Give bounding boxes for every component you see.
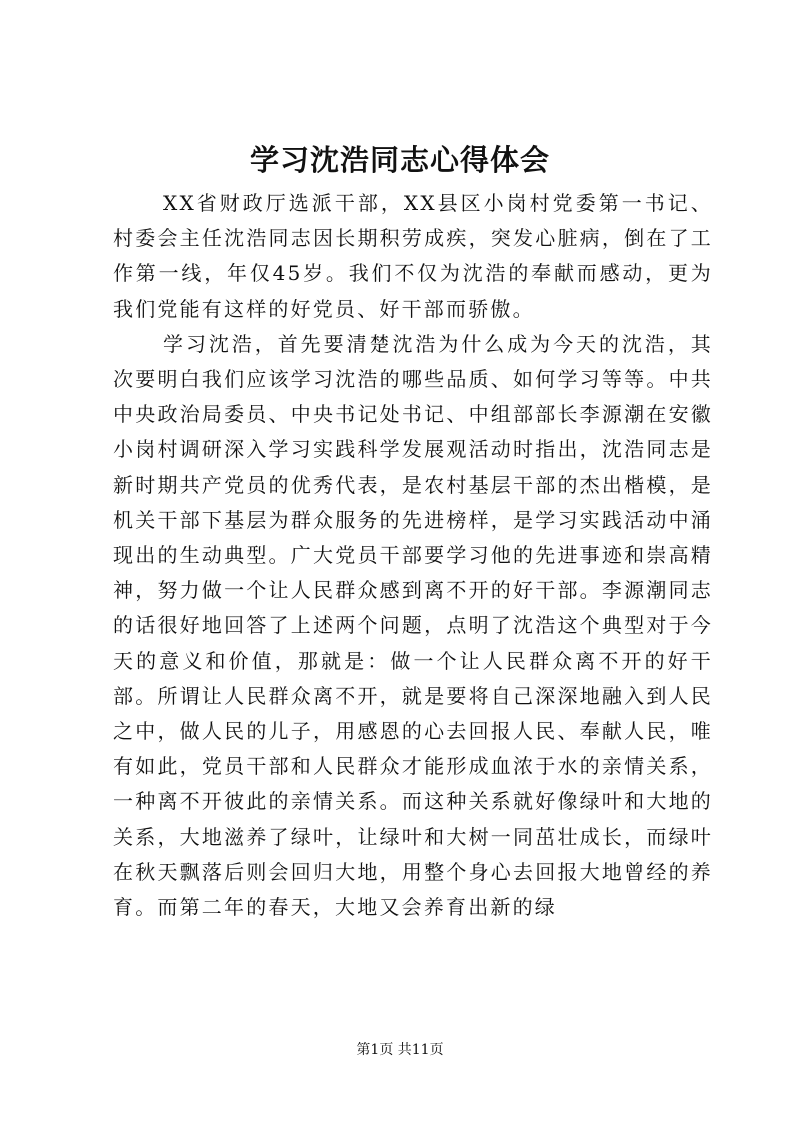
page-number-footer: 第1页 共11页: [356, 1042, 444, 1058]
paragraph-2: 学习沈浩，首先要清楚沈浩为什么成为今天的沈浩，其次要明白我们应该学习沈浩的哪些品质、如何学习等等。中共中央政治局委员、中央书记处书记、中组部部长李源潮在安徽小岗村调研深入学习实践科学发展观活动时指出，沈浩同志是新时期共产党员的优秀代表，是农村基层干部的杰出楷模，是机关干部下基层为群众服务的先进榜样，是学习实践活动中涌现出的生动典型。广大党员干部要学习他的先进事迹和崇高精神，努力做一个让人民群众感到离不开的好干部。李源潮同志的话很好地回答了上述两个问题，点明了沈浩这个典型对于今天的意义和价值，那就是：做一个让人民群众离不开的好干部。所谓让人民群众离不开，就是要将自己深深地融入到人民之中，做人民的儿子，用感恩的心去回报人民、奉献人民，唯有如此，党员干部和人民群众才能形成血浓于水的亲情关系，一种离不开彼此的亲情关系。而这种关系就好像绿叶和大地的关系，大地滋养了绿叶，让绿叶和大树一同茁壮成长，而绿叶在秋天飘落后则会回归大地，用整个身心去回报大地曾经的养育。而第二年的春天，大地又会养育出新的绿: [113, 331, 713, 920]
paragraph-1: XX省财政厅选派干部，XX县区小岗村党委第一书记、村委会主任沈浩同志因长期积劳成疾，突发心脏病，倒在了工作第一线，年仅45岁。我们不仅为沈浩的奉献而感动，更为我们党能有这样的好党员、好干部而骄傲。: [113, 191, 713, 321]
document-body: [113, 186, 713, 925]
document-title: 学习沈浩同志心得体会: [249, 143, 550, 177]
